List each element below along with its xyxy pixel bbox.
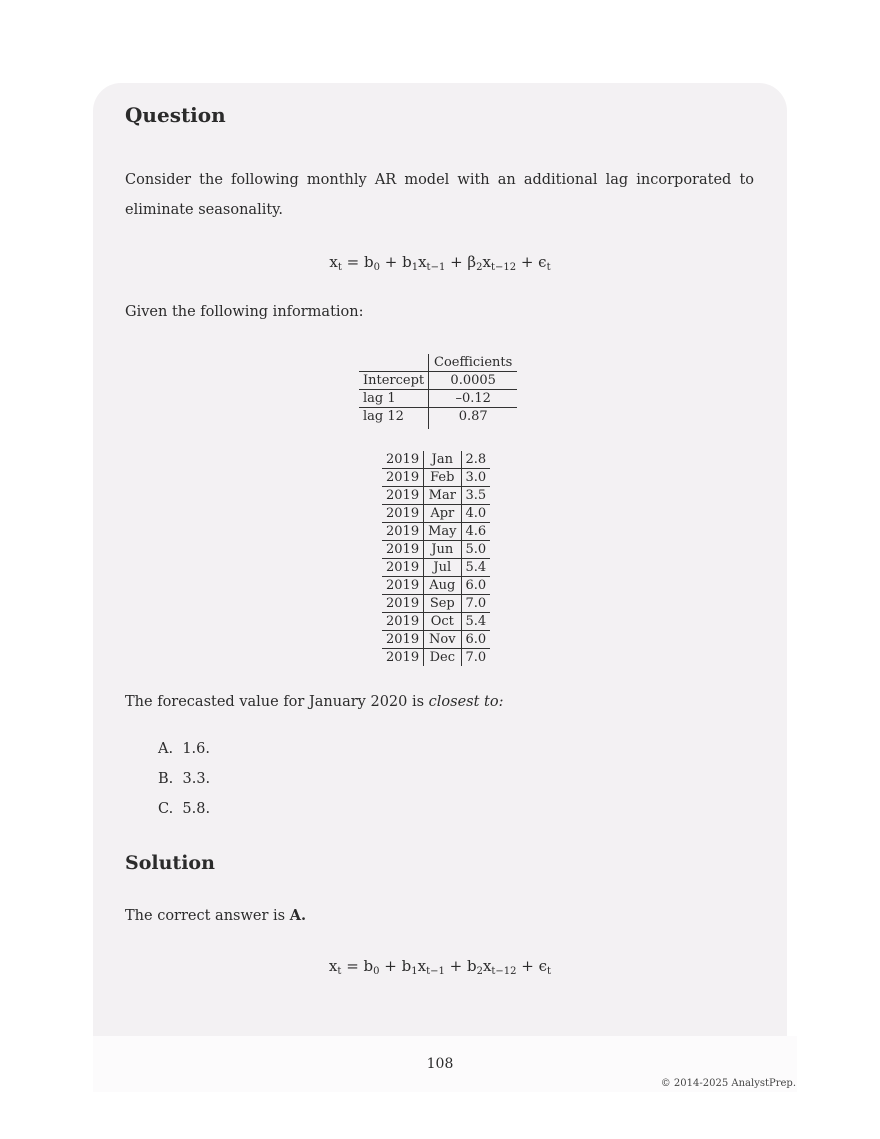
cell-year: 2019	[382, 613, 424, 631]
cell-year: 2019	[382, 487, 424, 505]
cell-month: Jul	[424, 559, 461, 577]
table-row: lag 12 0.87	[359, 408, 517, 426]
cell-year: 2019	[382, 595, 424, 613]
cell-year: 2019	[382, 505, 424, 523]
table-row	[382, 613, 490, 631]
correct-answer: The correct answer is A.	[125, 907, 307, 924]
cell-month: Oct	[424, 613, 461, 631]
cell-year: 2019	[382, 523, 424, 541]
table-row	[382, 577, 490, 595]
coefficients-table	[359, 354, 517, 429]
cell-month: Nov	[424, 631, 461, 649]
option-b: B. 3.3.	[158, 771, 211, 787]
table-row	[382, 595, 490, 613]
given-text: Given the following information:	[125, 304, 364, 320]
cell-value: 5.4	[461, 559, 490, 577]
cell-month: Apr	[424, 505, 461, 523]
cell-month: Sep	[424, 595, 461, 613]
table-row	[382, 523, 490, 541]
cell-value: 3.5	[461, 487, 490, 505]
cell-value: 5.4	[461, 613, 490, 631]
cell-value: 4.6	[461, 523, 490, 541]
cell-year: 2019	[386, 650, 420, 665]
cell-month: Feb	[424, 469, 461, 487]
coefficients-header: Coefficients	[429, 354, 518, 372]
cell-month: Mar	[424, 487, 461, 505]
copyright: © 2014-2025 AnalystPrep.	[660, 1078, 796, 1089]
cell-year: 2019	[382, 631, 424, 649]
cell-value: 5.0	[461, 541, 490, 559]
table-row	[382, 631, 490, 649]
cell-month: Aug	[424, 577, 461, 595]
table-row	[382, 649, 490, 667]
cell-year: 2019	[382, 541, 424, 559]
monthly-data-table	[382, 451, 490, 666]
cell-value: 3.0	[461, 469, 490, 487]
cell-value: 6.0	[461, 631, 490, 649]
question-intro-line2: eliminate seasonality.	[125, 202, 284, 218]
cell-month: Jan	[424, 451, 461, 469]
cell-month: Jun	[424, 541, 461, 559]
cell-year: 2019	[382, 577, 424, 595]
cell-month: May	[424, 523, 461, 541]
option-a: A. 1.6.	[158, 741, 210, 757]
cell-value: 4.0	[461, 505, 490, 523]
question-equation: $x_t = b_0 + b_1x_{t-1} + \beta_2x_{t-12} + \epsilon_t$	[329, 253, 551, 273]
table-row: lag 1 –0.12	[359, 390, 517, 408]
forecast-prompt: The forecasted value for January 2020 is closest to:	[125, 694, 504, 710]
cell-value: 2.8	[461, 451, 490, 469]
table-row	[382, 487, 490, 505]
table-row	[382, 505, 490, 523]
option-c: C. 5.8.	[158, 801, 211, 817]
table-row	[382, 451, 490, 469]
table-row	[382, 559, 490, 577]
question-intro-line1: Consider the following monthly AR model with an additional lag incorporated to	[125, 172, 754, 188]
page-number: 108	[426, 1056, 454, 1072]
solution-heading: Solution	[125, 852, 215, 874]
cell-year: 2019	[382, 559, 424, 577]
question-heading: Question	[125, 103, 226, 127]
cell-year: 2019	[382, 469, 424, 487]
table-row: Intercept 0.0005	[359, 372, 517, 390]
table-row	[382, 469, 490, 487]
cell-value: 7.0	[465, 650, 487, 665]
cell-month: Dec	[424, 649, 461, 667]
cell-value: 6.0	[461, 577, 490, 595]
cell-year: 2019	[382, 451, 424, 469]
solution-equation: $x_t = b_0 + b_1x_{t-1} + b_2x_{t-12} + \epsilon_t$	[328, 957, 552, 977]
table-row	[382, 541, 490, 559]
cell-value: 7.0	[461, 595, 490, 613]
